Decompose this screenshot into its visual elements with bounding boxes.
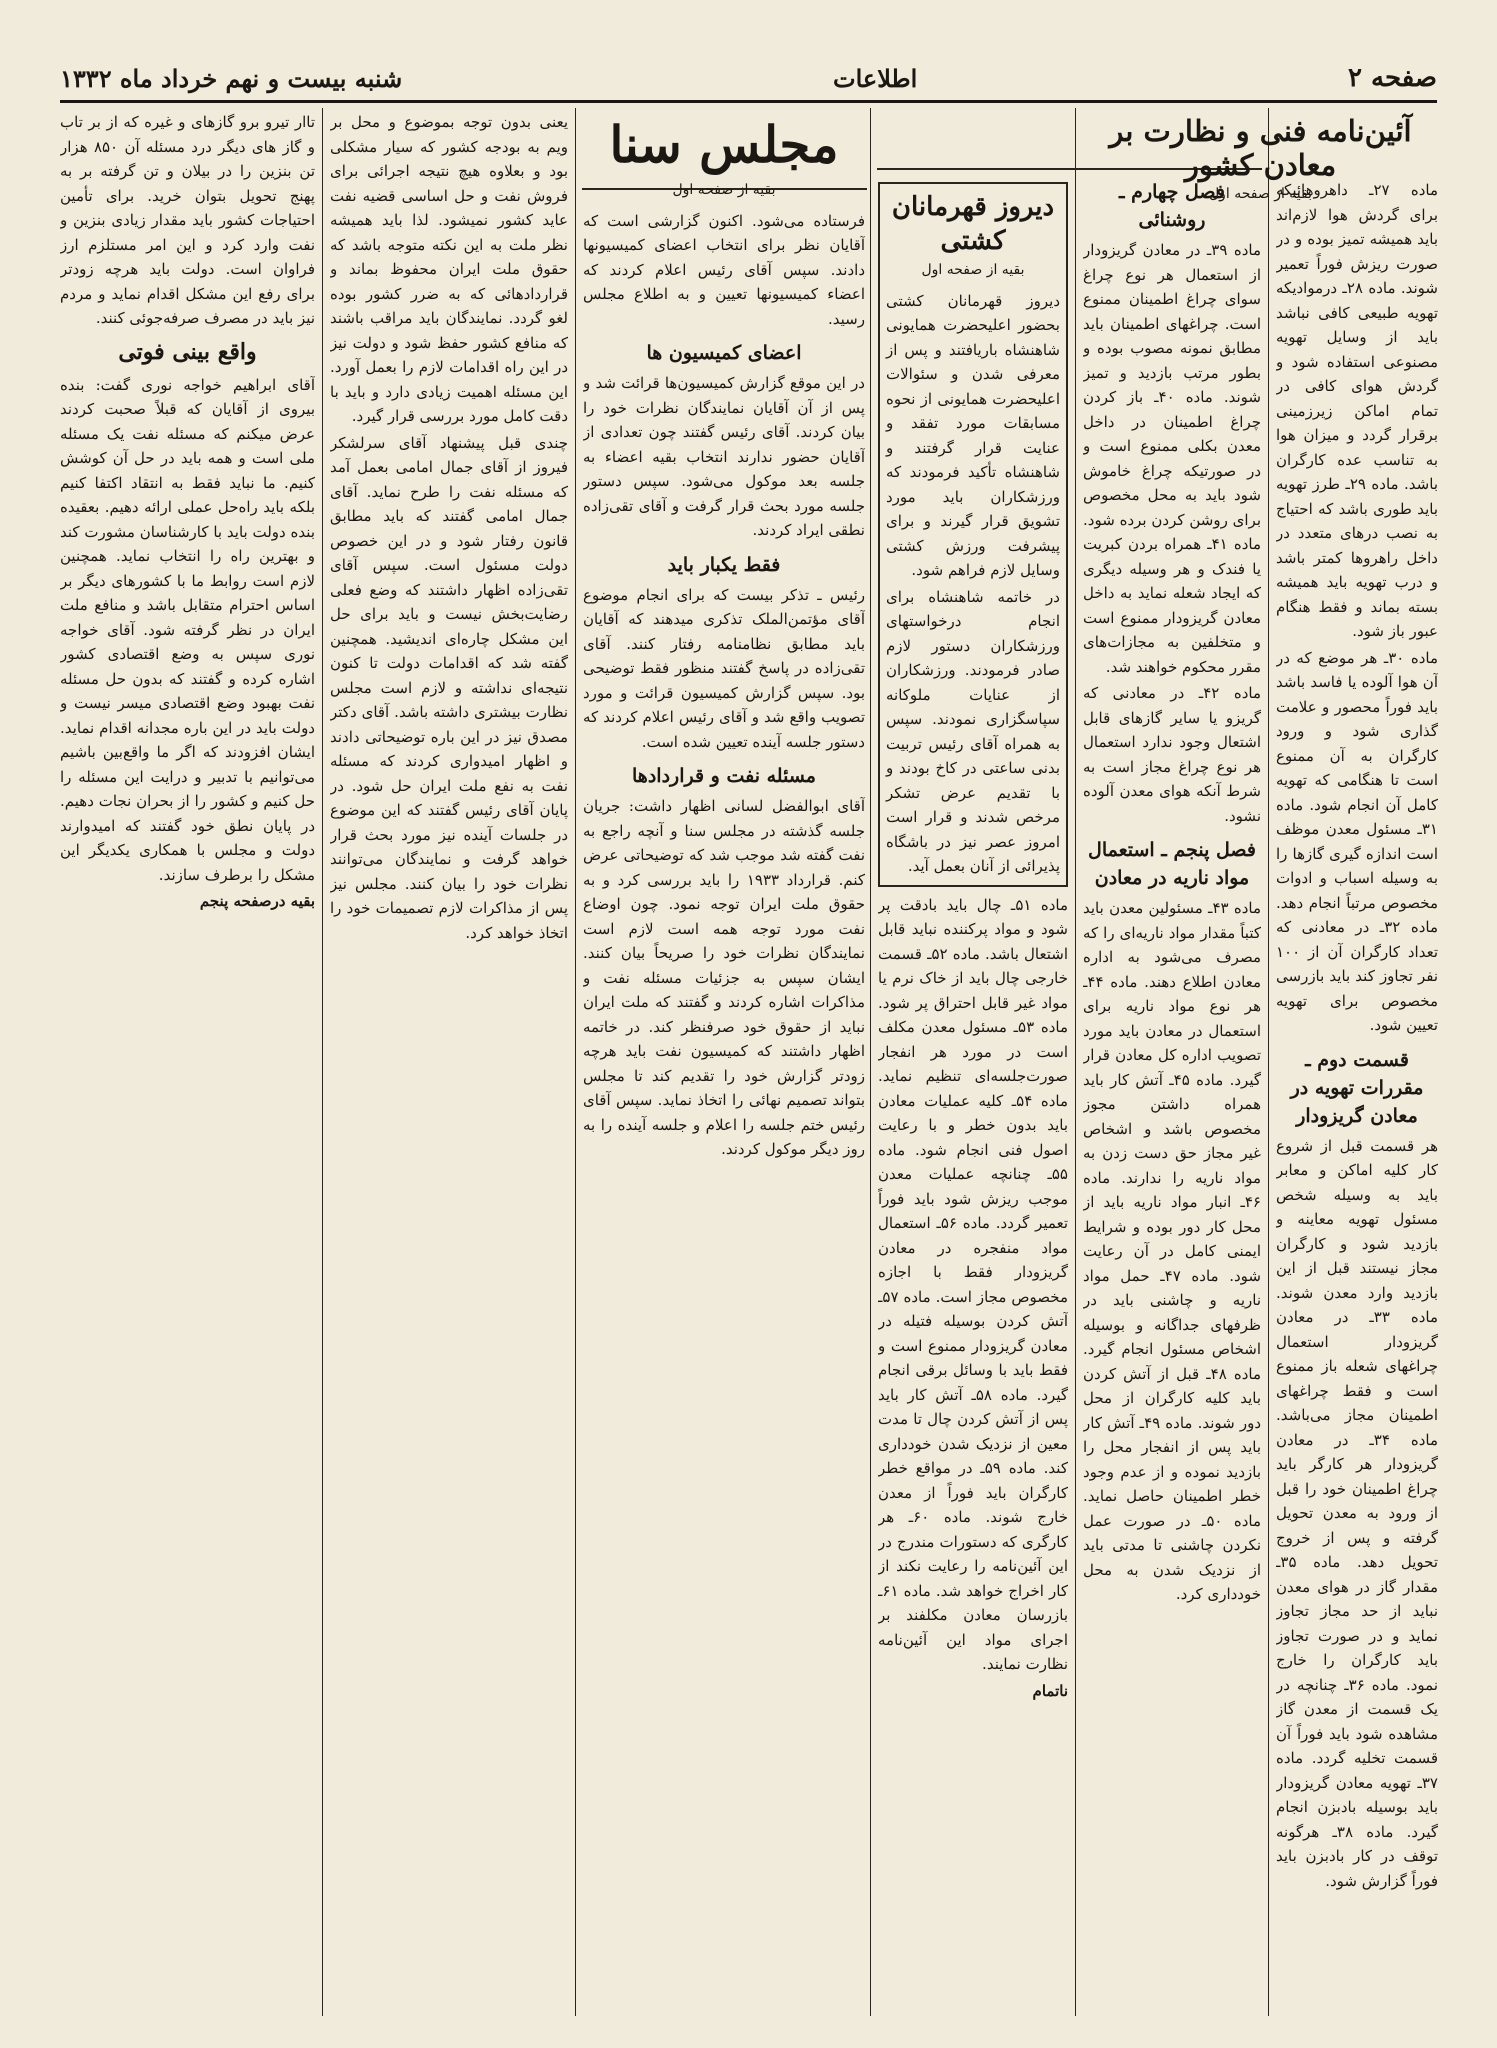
article-text: رئیس ـ تذکر بیست که برای انجام موضوع آقای مؤتمن‌الملک تذکری میدهند که آقایان باید مطابق نظامنامه رفتار کنند. آقای تقی‌زاده در پاسخ گفتند منظور فقط توضیحی بود. سپس گزارش کمیسیون قرائت و مورد تصویب واقع شد و آقای رئیس اعلام کردند که دستور جلسه آینده تعیین شده است. — [583, 585, 865, 751]
continued-note: بقیه از صفحه اول — [1208, 186, 1313, 202]
column-6 — [60, 110, 315, 2013]
end-note: ناتمام — [1032, 1681, 1068, 1700]
subheading: اعضای کمیسیون ها — [646, 342, 802, 364]
subheading: مسئله نفت و قراردادها — [632, 765, 816, 787]
issue-date: شنبه بیست و نهم خرداد ماه ۱۳۳۲ — [60, 63, 403, 93]
continued-note: بقیه از صفحه اول — [921, 262, 1025, 278]
article-headline: آئین‌نامه فنی و نظارت بر معادن کشور — [1109, 114, 1412, 182]
section-heading: قسمت دوم ـ مقررات تهویه در معادن گریزودار — [1290, 1048, 1424, 1127]
subheading: واقع بینی فوتی — [118, 338, 257, 365]
article-text: چندی قبل پیشنهاد آقای سرلشکر فیروز از آقای جمال امامی بعمل آمد که مسئله نفت را طرح نماید. آقای جمال امامی گفتند که باید مطابق قانون رفتار شود و در این خصوص دولت مسئول است. سپس آقای تقی‌زاده اظهار داشتند که وضع فعلی رضایت‌بخش نیست و باید برای حل این مشکل چاره‌ای اندیشید. همچنین گفته شد که اقدامات دولت تا کنون نتیجه‌ای نداشته و لازم است مجلس نظارت بیشتری داشته باشد. آقای دکتر مصدق نیز در این باره توضیحاتی دادند و اظهار امیدواری کردند که مسئله نفت به نفع ملت ایران حل شود. در پایان آقای رئیس گفتند که این موضوع در جلسات آینده نیز مورد بحث قرار خواهد گرفت و نمایندگان می‌توانند نظرات خود را بیان کنند. مجلس نیز پس از مذاکرات لازم تصمیمات خود را اتخاذ خواهد کرد. — [330, 433, 568, 942]
column-rule — [575, 108, 576, 2016]
article-text: در این موقع گزارش کمیسیون‌ها قرائت شد و پس از آن آقایان نمایندگان نظرات خود را بیان کردند. آقای رئیس گفتند چون تعدادی از آقایان حضور ندارند انتخاب بقیه اعضاء به جلسه بعد موکول می‌شود. سپس دستور جلسه مورد بحث قرار گرفت و آقای تقی‌زاده نطقی ایراد کردند. — [583, 374, 865, 539]
article-text: آقای ابراهیم خواجه نوری گفت: بنده بیروی از آقایان که قبلاً صحبت کردند عرض میکنم که مسئله نفت یک مسئله ملی است و همه باید در حل آن کوشش کنیم. ما نباید فقط به انتقاد اکتفا کنیم بلکه باید راه‌حل عملی ارائه دهیم. بعقیده بنده دولت باید با کارشناسان مشورت کند و بهترین راه را انتخاب نماید. همچنین لازم است روابط ما با کشورهای دیگر بر اساس احترام متقابل باشد و منافع ملت ایران در نظر گرفته شود. آقای خواجه نوری سپس به وضع اقتصادی کشور اشاره کرده و گفتند که بدون حل مسئله نفت بهبود وضع اقتصادی میسر نیست و دولت باید در این باره مجدانه اقدام نماید. ایشان افزودند که اگر ما واقع‌بین باشیم می‌توانیم با تدبیر و درایت این مسئله را حل کنیم و کشور را از بحران نجات دهیم. در پایان نطق خود گفتند که امیدوارند دولت و مجلس با همکاری یکدیگر این مشکل را برطرف سازند. — [60, 375, 315, 884]
newspaper-name: اطلاعات — [832, 63, 918, 93]
article-text: ماده ۵۱ـ چال باید بادقت پر شود و مواد پرکننده نباید قابل اشتعال باشد. ماده ۵۲ـ قسمت خارجی چال باید از خاک نرم یا مواد غیر قابل احتراق پر شود. ماده ۵۳ـ مسئول معدن مکلف است در مورد هر انفجار صورت‌جلسه‌ای تنظیم نماید. ماده ۵۴ـ کلیه عملیات معادن باید بدون خطر و با رعایت اصول فنی انجام شود. ماده ۵۵ـ چنانچه عملیات معدن موجب ریزش شود باید فوراً تعمیر گردد. ماده ۵۶ـ استعمال مواد منفجره در معادن گریزودار فقط با اجازه مخصوص مجاز است. ماده ۵۷ـ آتش کردن بوسیله فتیله در معادن گریزودار ممنوع است و فقط باید با وسائل برقی انجام گیرد. ماده ۵۸ـ آتش کار باید پس از آتش کردن چال تا مدت معین از نزدیک شدن خودداری کند. ماده ۵۹ـ در مواقع خطر کارگران باید فوراً از معدن خارج شوند. ماده ۶۰ـ هر کارگری که دستورات مندرج در این آئین‌نامه را رعایت نکند از کار اخراج خواهد شد. ماده ۶۱ـ بازرسان معادن مکلفند بر اجرای مواد این آئین‌نامه نظارت نمایند. — [878, 895, 1068, 1673]
column-rule — [1075, 108, 1076, 2016]
article-text: ماده ۳۹ـ در معادن گریزودار از استعمال هر نوع چراغ سوای چراغ اطمینان ممنوع است. چراغهای اطمینان باید مطابق نمونه مصوب بوده و بطور مرتب بازدید و تمیز شوند. ماده ۴۰ـ باز کردن چراغ اطمینان در داخل معدن بکلی ممنوع است و در صورتیکه چراغ خاموش شود باید به محل مخصوص برای روشن کردن برده شود. ماده ۴۱ـ همراه بردن کبریت یا فندک و هر وسیله دیگری که ایجاد شعله نماید به داخل معادن گریزودار ممنوع است و متخلفین به مجازات‌های مقرر محکوم خواهند شد. — [1083, 241, 1261, 676]
section-heading: فصل چهارم ـ روشنائی — [1119, 181, 1225, 231]
article-text: فرستاده می‌شود. اکنون گزارشی است که آقایان نظر برای انتخاب اعضای کمیسیونها دادند. سپس آقای رئیس اعلام کردند که اعضاء کمیسیونها تعیین و به اطلاع مجلس رسید. — [583, 211, 865, 328]
column-1 — [1276, 178, 1438, 2013]
article-text: تاار تیرو برو گازهای و غیره که از بر تاب و گاز های دیگر درد مسئله آن ۸۵۰ هزار تن بنزین را در بیلان و تن گرفته بر به پهنج تحویل بتوان خرید. برای تأمین احتیاجات کشور باید مقدار زیادی بنزین و نفت وارد کرد و این امر مستلزم ارز فراوان است. دولت باید هرچه زودتر برای رفع این مشکل اقدام نماید و مردم نیز باید در مصرف صرفه‌جوئی کنند. — [60, 113, 315, 327]
section-heading: فصل پنجم ـ استعمال مواد ناریه در معادن — [1088, 839, 1256, 889]
column-5 — [330, 110, 568, 2013]
column-2 — [1083, 178, 1261, 2013]
subheading: فقط یکبار باید — [667, 553, 781, 576]
article-text: آقای ابوالفضل لسانی اظهار داشت: جریان جلسه گذشته در مجلس سنا و آنچه راجع به نفت گفته شد موجب شد که توضیحاتی عرض کنم. قرارداد ۱۹۳۳ را باید بررسی کرد و به حقوق ملت ایران توجه نمود. چون اوضاع نفت مورد توجه همه است لازم است نمایندگان نظرات خود را صریحاً بیان کنند. ایشان سپس به جزئیات مسئله نفت و مذاکرات اشاره کردند و گفتند که ملت ایران نباید از حقوق خود صرفنظر کند. در خاتمه اظهار داشتند که کمیسیون نفت باید هرچه زودتر گزارش خود را تقدیم کند تا مجلس بتواند تصمیم نهائی را اتخاذ نماید. سپس آقای رئیس ختم جلسه را اعلام و جلسه آینده را به روز دیگر موکول کردند. — [583, 797, 865, 1158]
article-text: ماده ۳۰ـ هر موضع که در آن هوا آلوده یا فاسد باشد باید فوراً محصور و علامت گذاری شود و ورود کارگران به آن ممنوع است تا هنگامی که تهویه کامل آن انجام شود. ماده ۳۱ـ مسئول معدن موظف است اندازه گیری گازها را به وسیله اسباب و ادوات مخصوص مرتباً انجام دهد. ماده ۳۲ـ در معادنی که تعداد کارگران آن از ۱۰۰ نفر تجاوز کند باید بازرسی مخصوص برای تهویه تعیین شود. — [1276, 648, 1438, 1034]
box-headline: دیروز قهرمانان کشتی — [891, 192, 1055, 256]
column-4 — [583, 110, 865, 2013]
column-rule — [870, 108, 871, 2016]
article-text: ماده ۲۷ـ داهروهائیکه برای گردش هوا لازم‌اند باید همیشه تمیز بوده و در صورت ریزش فوراً تعمیر شوند. ماده ۲۸ـ درموادیکه تهویه طبیعی کافی نباشد باید از وسایل تهویه مصنوعی استفاده شود و گردش هوای کافی در تمام اماکن زیرزمینی برقرار گردد و میزان هوا به تناسب عده کارگران باشد. ماده ۲۹ـ طرز تهویه باید طوری باشد که احتیاج به نصب درهای متعدد در داخل راهروها کمتر باشد و درب تهویه باید همیشه بسته بماند و فقط هنگام عبور باز شود. — [1276, 181, 1438, 640]
senate-headline: مجلس سنا — [609, 115, 839, 174]
column-3 — [878, 178, 1068, 2013]
article-text: ماده ۴۳ـ مسئولین معدن باید کتباً مقدار مواد ناریه‌ای را که مصرف می‌شود به اداره معادن اطلاع دهند. ماده ۴۴ـ هر نوع مواد ناریه برای استعمال در معادن باید مورد تصویب اداره کل معادن قرار گیرد. ماده ۴۵ـ آتش کار باید همراه داشتن مجوز مخصوص باشد و اشخاص غیر مجاز حق دست زدن به مواد ناریه را ندارند. ماده ۴۶ـ انبار مواد ناریه باید از محل کار دور بوده و شرایط ایمنی کامل در آن رعایت شود. ماده ۴۷ـ حمل مواد ناریه و چاشنی باید در ظرفهای جداگانه و بوسیله اشخاص مسئول انجام گیرد. ماده ۴۸ـ قبل از آتش کردن باید کلیه کارگران از محل دور شوند. ماده ۴۹ـ آتش کار باید پس از انفجار محل را بازدید نموده و از عدم وجود خطر اطمینان حاصل نماید. ماده ۵۰ـ در صورت عمل نکردن چاشنی تا مدتی باید از نزدیک شدن به محل خودداری کرد. — [1083, 899, 1261, 1603]
wrestlers-box — [878, 182, 1068, 887]
article-text: ماده ۴۲ـ در معادنی که گریزو یا سایر گازهای قابل اشتعال وجود ندارد استعمال هر نوع چراغ مجاز است به شرط آنکه هوای معدن آلوده نشود. — [1083, 684, 1261, 825]
article-text: در خاتمه شاهنشاه برای انجام درخواستهای ورزشکاران دستور لازم صادر فرمودند. ورزشکاران از عنایات ملوکانه سپاسگزاری نمودند. سپس به همراه آقای رئیس تربیت بدنی ساعتی در کاخ بودند و با تقدیم عرض تشکر مرخص شدند و قرار است امروز عصر نیز در باشگاه پذیرائی از آنان بعمل آید. — [886, 587, 1060, 875]
article-text: هر قسمت قبل از شروع کار کلیه اماکن و معابر باید به وسیله شخص مسئول تهویه معاینه و بازدید شود و کارگران مجاز نیستند قبل از این بازدید وارد معدن شوند. ماده ۳۳ـ در معادن گریزودار استعمال چراغهای شعله باز ممنوع است و فقط چراغهای اطمینان مجاز می‌باشد. ماده ۳۴ـ در معادن گریزودار هر کارگر باید چراغ اطمینان خود را قبل از ورود به معدن تحویل گرفته و پس از خروج تحویل دهد. ماده ۳۵ـ مقدار گاز در هوای معدن نباید از حد مجاز تجاوز نماید و در صورت تجاوز باید کارگران را خارج نمود. ماده ۳۶ـ چنانچه در یک قسمت از معدن گاز مشاهده شود باید فوراً آن قسمت تخلیه گردد. ماده ۳۷ـ تهویه معادن گریزودار باید بوسیله بادبزن انجام گیرد. ماده ۳۸ـ هرگونه توقف در کار بادبزن باید فوراً گزارش شود. — [1276, 1136, 1438, 1890]
masthead — [60, 60, 1437, 96]
column-rule — [322, 108, 323, 2016]
article-text: یعنی بدون توجه بموضوع و محل بر ویم به بودجه کشور که سیار مشکلی بود و بعلاوه هیچ نتیجه اجرائی برای فروش نفت و حل اساسی قضیه نفت عاید کشور نمیشود. لذا باید همیشه نظر ملت به این نکته متوجه باشد که حقوق ملت ایران محفوظ بماند و قراردادهائی که به ضرر کشور بوده لغو گردد. نمایندگان باید مراقب باشند که منافع کشور حفظ شود و دولت نیز در این راه اقدامات لازم را بعمل آورد. این مسئله اهمیت زیادی دارد و باید با دقت کامل مورد بررسی قرار گیرد. — [330, 113, 568, 425]
page-number: صفحه ۲ — [1348, 63, 1437, 93]
header-rule — [60, 100, 1437, 103]
continued-note: بقیه از صفحه اول — [672, 182, 776, 198]
column-rule — [1268, 108, 1269, 2016]
article-text: دیروز قهرمانان کشتی بحضور اعلیحضرت همایونی شاهنشاه باریافتند و پس از معرفی شدن و سئوالات اعلیحضرت همایونی از نحوه مسابقات مورد تفقد و عنایت قرار گرفتند و شاهنشاه تأکید فرمودند که ورزشکاران باید مورد تشویق قرار گیرند و برای پیشرفت ورزش کشتی وسایل لازم فراهم شود. — [886, 291, 1060, 579]
end-note: بقیه درصفحه پنجم — [199, 892, 315, 910]
